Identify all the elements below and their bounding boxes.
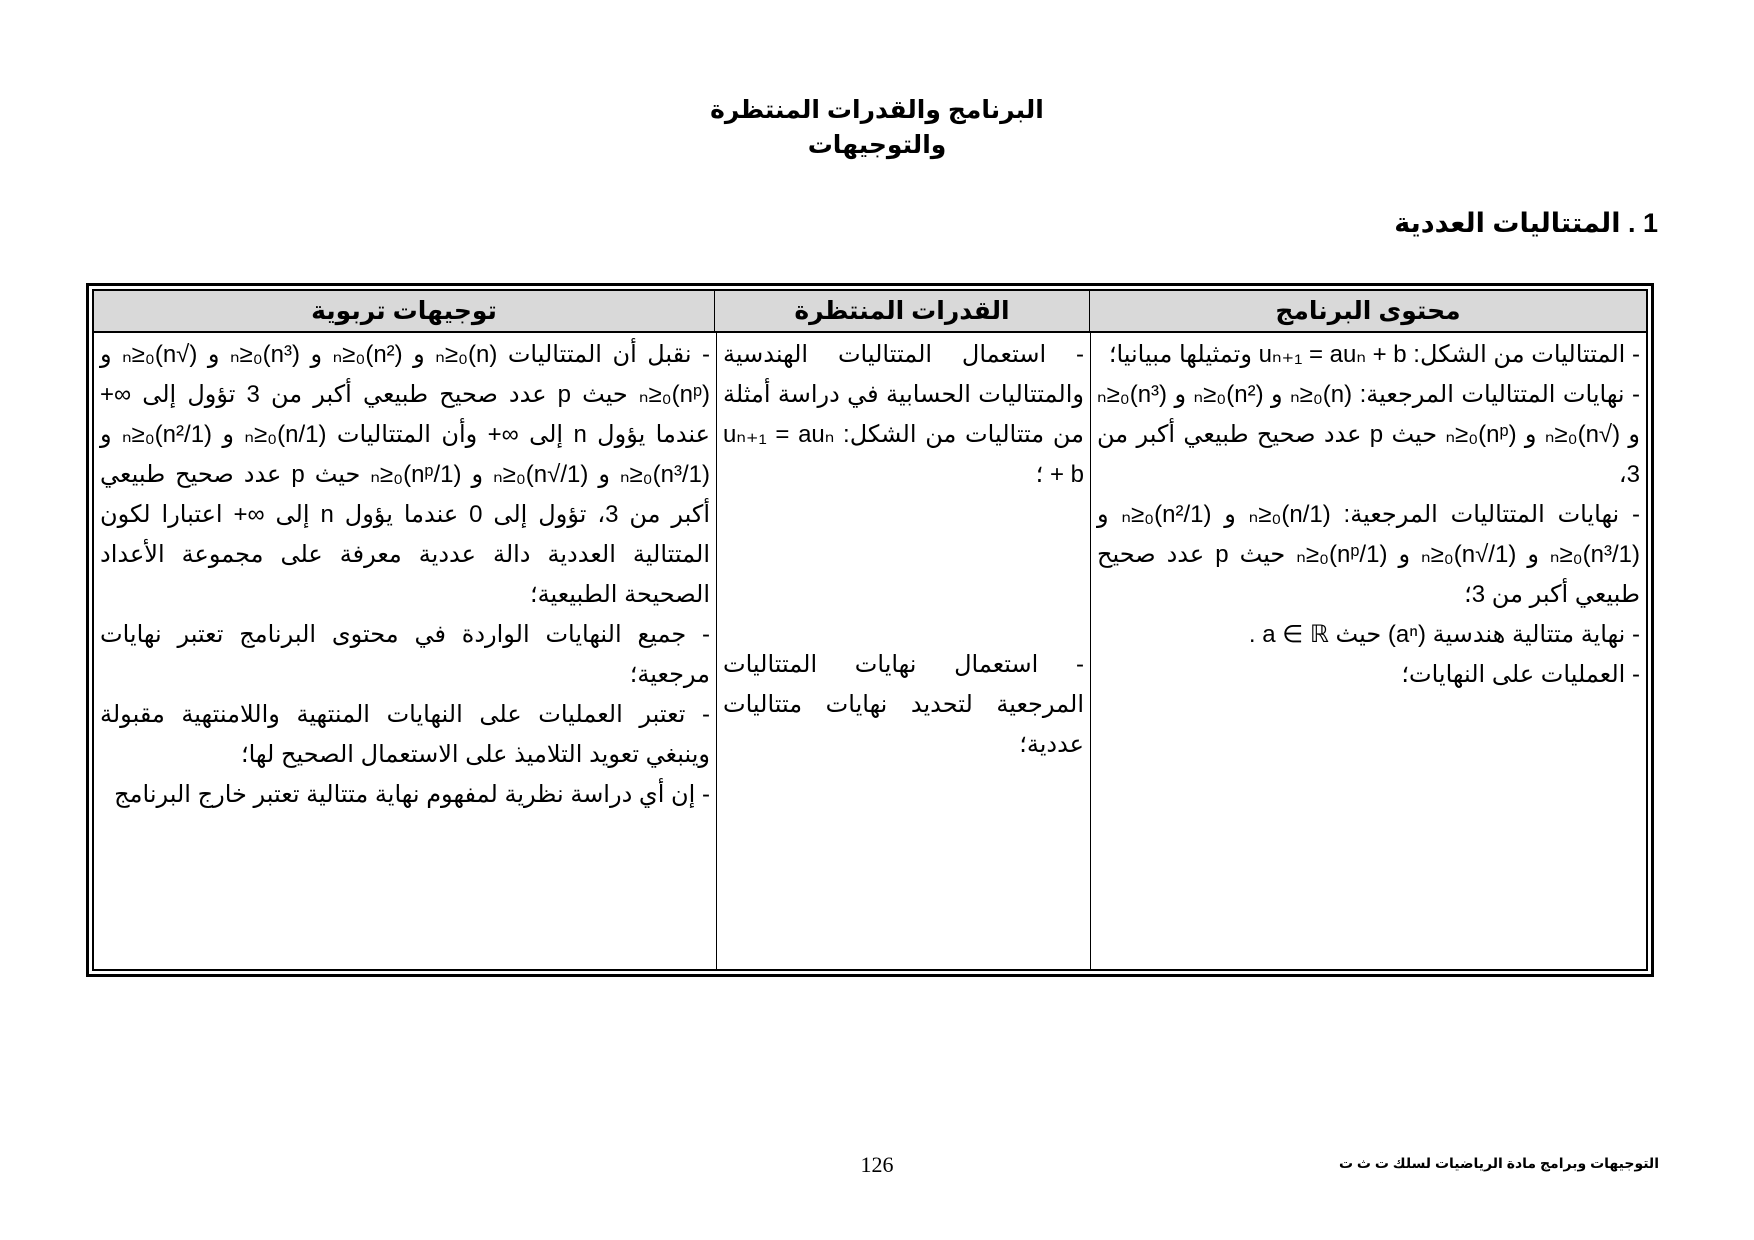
abilities-cell [716,333,1090,969]
content-item: - نهايات المتتاليات المرجعية: (n)ₙ≥₀ و (n²)ₙ≥₀ و (n³)ₙ≥₀ و (√n)ₙ≥₀ و (nᵖ)ₙ≥₀ حيث p عدد صحيح طبيعي أكبر من 3، [1097,381,1641,488]
content-item: - نهايات المتتاليات المرجعية: (1/n)ₙ≥₀ و (1/n²)ₙ≥₀ و (1/n³)ₙ≥₀ و (1/√n)ₙ≥₀ و (1/nᵖ)ₙ≥₀ حيث p عدد صحيح طبيعي أكبر من 3؛ [1097,501,1641,608]
table-body-row [94,333,1646,969]
guidance-item: - تعتبر العمليات على النهايات المنتهية واللامنتهية مقبولة وينبغي تعويد التلاميذ على الاستعمال الصحيح لها؛ [100,701,710,768]
guidance-item: - جميع النهايات الواردة في محتوى البرنامج تعتبر نهايات مرجعية؛ [100,621,710,688]
section-heading: 1 . المتتاليات العددية [1394,208,1658,238]
page-subtitle: والتوجيهات [807,131,947,159]
header-guidance: توجيهات تربوية [311,297,497,325]
content-item: - العمليات على النهايات؛ [1401,661,1640,688]
page-number: 126 [860,1152,894,1177]
guidance-cell [94,333,716,969]
content-cell [1090,333,1646,969]
program-table [86,283,1654,977]
header-content: محتوى البرنامج [1089,291,1646,331]
header-abilities: القدرات المنتظرة [714,291,1089,331]
guidance-item: - إن أي دراسة نظرية لمفهوم نهاية متتالية تعتبر خارج البرنامج [114,781,710,808]
page-title: البرنامج والقدرات المنتظرة [710,96,1044,124]
guidance-item: - نقبل أن المتتاليات (n)ₙ≥₀ و (n²)ₙ≥₀ و (n³)ₙ≥₀ و (√n)ₙ≥₀ و (nᵖ)ₙ≥₀ حيث p عدد صحيح طبيعي أكبر من 3 تؤول إلى ∞+ عندما يؤول n إلى ∞+ وأن المتتاليات (1/n)ₙ≥₀ و (1/n²)ₙ≥₀ و (1/n³)ₙ≥₀ و (1/√n)ₙ≥₀ و (1/nᵖ)ₙ≥₀ حيث p عدد صحيح طبيعي أكبر من 3، تؤول إلى 0 عندما يؤول n إلى ∞+ اعتبارا لكون المتتالية العددية دالة عددية معرفة على مجموعة الأعداد الصحيحة الطبيعية؛ [100,341,711,608]
ability-item: - استعمال نهايات المتتاليات المرجعية لتحديد نهايات متتاليات عددية؛ [723,651,1084,758]
spacer [723,495,1084,645]
footer-note: التوجيهات وبرامج مادة الرياضيات لسلك ت ث ت [1338,1155,1659,1171]
table-header-row [94,291,1646,333]
content-item: - نهاية متتالية هندسية (aⁿ) حيث a ∈ ℝ . [1248,621,1640,648]
content-item: - المتتاليات من الشكل: uₙ₊₁ = auₙ + b وتمثيلها مبيانيا؛ [1108,341,1640,368]
ability-item: - استعمال المتتاليات الهندسية والمتتاليات الحسابية في دراسة أمثلة من متتاليات من الشكل: uₙ₊₁ = auₙ + b ؛ [723,341,1084,488]
